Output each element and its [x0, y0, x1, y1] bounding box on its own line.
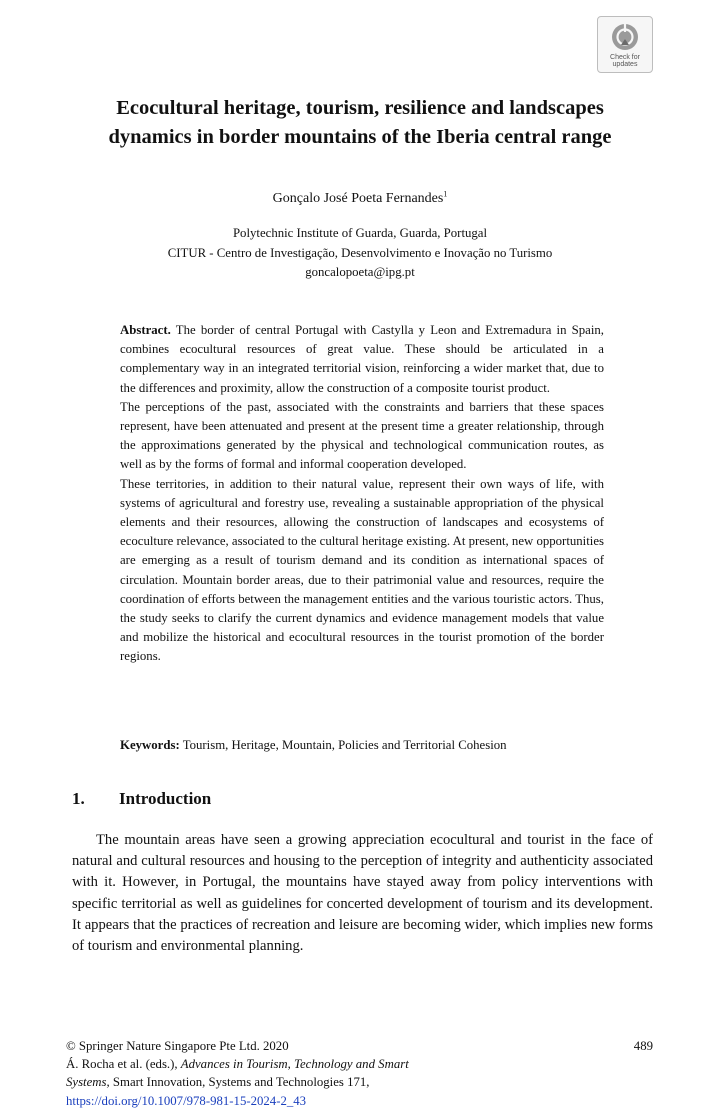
keywords — [120, 736, 660, 755]
citation-editors: Á. Rocha et al. (eds.), — [66, 1057, 181, 1072]
section-heading — [72, 788, 211, 810]
citation-series: Smart Innovation, Systems and Technologies 171, — [109, 1075, 370, 1090]
citation-line-2 — [66, 1073, 586, 1091]
copyright-line: © Springer Nature Singapore Pte Ltd. 2020 — [66, 1039, 289, 1053]
affiliation-block — [0, 224, 720, 283]
abstract — [120, 321, 604, 667]
paper-title: Ecocultural heritage, tourism, resilience and landscapes dynamics in border mountains of the Iberia central range — [108, 97, 612, 148]
introduction-paragraph: The mountain areas have seen a growing appreciation ecocultural and tourist in the face of natural and cultural resources and housing to the perception of integrity and authenticity associated with it. However, in Portugal, the mountains have stayed away from policy interventions with specific territorial as well as guidelines for concerted development of tourism and its development. It appears that the practices of recreation and leisure are becoming wider, which implies new forms of tourism and environmental planning. — [72, 832, 653, 955]
page-number: 489 — [633, 1039, 653, 1053]
citation-line-1 — [66, 1055, 586, 1073]
affiliation-mark: 1 — [443, 189, 448, 199]
check-for-updates-icon — [610, 22, 640, 52]
author-line — [0, 190, 720, 207]
check-for-updates-badge[interactable] — [597, 16, 653, 73]
author-name: Gonçalo José Poeta Fernandes — [272, 191, 444, 206]
keywords-text: Tourism, Heritage, Mountain, Policies and Territorial Cohesion — [182, 738, 507, 752]
abstract-paragraph-3: These territories, in addition to their natural value, represent their own ways of life, with systems of agricultural and forestry use, revealing a sustainable appropriation of the physical elements and their resources, allowing the construction of landscapes and ecosystems of ecoculture relevance, associated to the cultural heritage existing. At present, new opportunities are emerging as a result of tourism demand and its condition as international spaces of circulation. Mountain border areas, due to their patrimonial value and resources, require the coordination of efforts between the management entities and the various touristic actors. Thus, the study seeks to clarify the current dynamics and evidence management models that value and mobilize the historical and ecocultural resources in the tourist promotion of the border regions. — [120, 476, 604, 664]
keywords-label: Keywords: — [120, 738, 180, 752]
footer — [66, 1037, 586, 1110]
citation-book-title-2: Systems, — [66, 1075, 110, 1090]
section-title: Introduction — [119, 789, 212, 808]
author-email[interactable]: goncalopoeta@ipg.pt — [305, 265, 415, 279]
affiliation-line-1: Polytechnic Institute of Guarda, Guarda, Portugal — [232, 226, 488, 240]
doi-link[interactable]: https://doi.org/10.1007/978-981-15-2024-2_43 — [66, 1093, 307, 1108]
abstract-paragraph-1 — [120, 321, 604, 398]
doi-line — [66, 1092, 586, 1110]
abstract-paragraph-2: The perceptions of the past, associated with the constraints and barriers that these spaces represent, have been attenuated and present at the present time a greater relationship, through the approximations generated by the physical and technological communication routes, as well as by the forms of formal and informal cooperation developed. — [120, 399, 604, 472]
affiliation-line-2: CITUR - Centro de Investigação, Desenvolvimento e Inovação no Turismo — [167, 245, 553, 260]
citation-book-title-1: Advances in Tourism, Technology and Smart — [180, 1057, 409, 1072]
section-number: 1. — [72, 789, 85, 808]
abstract-text-1: The border of central Portugal with Castylla y Leon and Extremadura in Spain, combines ecocultural resources of great value. These should be articulated in a complementary way in an integrated territorial vision, reinforcing a wider market that, due to the differences and proximity, allow the construction of a composite tourist product. — [120, 323, 605, 395]
abstract-label: Abstract. — [120, 323, 171, 337]
check-for-updates-label: Check for updates — [610, 54, 640, 68]
